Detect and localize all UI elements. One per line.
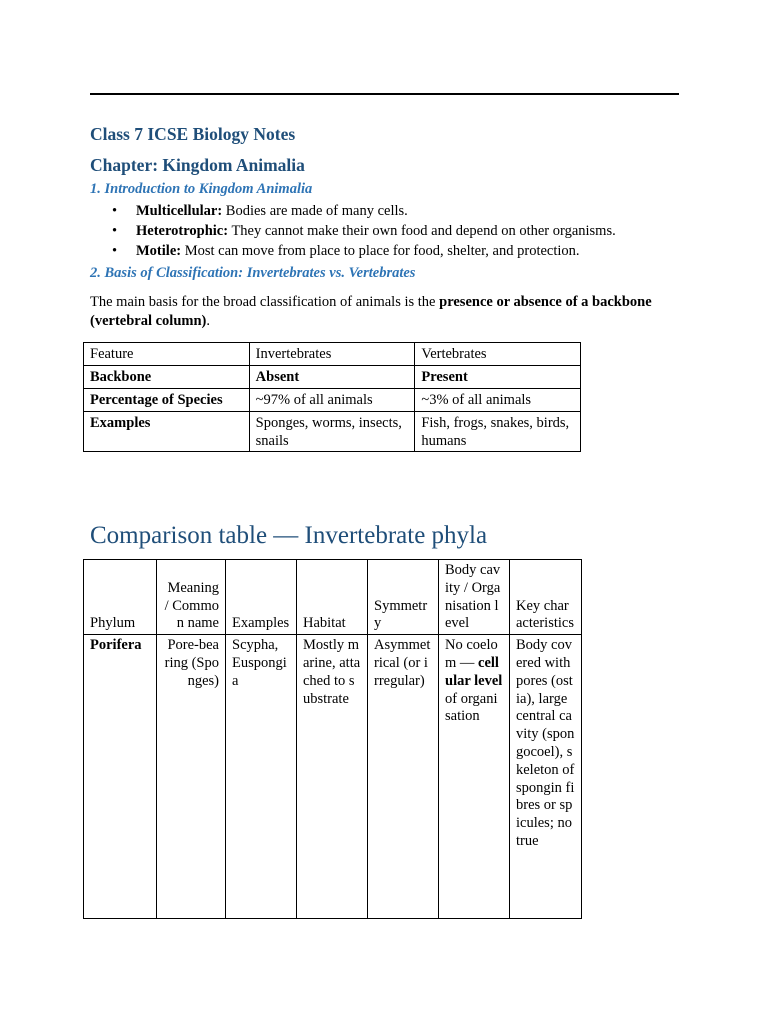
table-row [84,412,581,452]
table-cell [84,366,250,389]
section-2-heading: 2. Basis of Classification: Invertebrates vs. Vertebrates [90,265,416,281]
cavity-bold: cellular level [445,654,503,689]
para-bold: presence or absence of a backbone (vertebral column) [90,294,652,329]
bullet-text: Most can move from place to place for food, shelter, and protection. [181,243,580,259]
table-cell [84,412,250,452]
table-header-cell: Meaning / Common name [157,560,226,635]
table-cell-text: Absent [255,369,300,385]
invertebrate-vertebrate-table [83,342,581,452]
table-cell [439,635,510,919]
table-cell-text: Percentage of Species [90,392,223,408]
table-header-cell: Body cavity / Organisation level [439,560,510,635]
table-header-cell: Phylum [84,560,157,635]
table-cell: Asymmetrical (or irregular) [368,635,439,919]
table-header-cell: Invertebrates [249,343,415,366]
table-cell [84,389,250,412]
table-header-cell: Key characteristics [510,560,582,635]
table-row [84,389,581,412]
list-item [90,221,616,241]
bullet-icon: • [112,243,118,259]
table-row [84,366,581,389]
table-header-cell: Examples [226,560,297,635]
para-text: The main basis for the broad classification of animals is the [90,294,440,310]
table-cell: Mostly marine, attached to substrate [297,635,368,919]
table-cell: ~3% of all animals [415,389,581,412]
bullet-text: Bodies are made of many cells. [222,203,408,219]
invertebrate-phyla-table [83,559,582,919]
table-cell [415,366,581,389]
table-cell: Sponges, worms, insects, snails [249,412,415,452]
bullet-term: Motile: [136,243,182,259]
table-cell-text: Backbone [90,369,152,385]
bullet-term: Heterotrophic: [136,223,229,239]
cavity-text: No coelom — [445,637,498,671]
table-row [84,635,582,919]
table-header-cell: Feature [84,343,250,366]
bullet-text: They cannot make their own food and depend on other organisms. [228,223,616,239]
table-header-cell: Vertebrates [415,343,581,366]
cavity-text-end: of organisation [445,690,498,725]
para-end: . [206,313,210,329]
table-cell-text: Present [421,369,468,385]
table-header-cell: Symmetry [368,560,439,635]
phylum-name: Porifera [90,637,142,654]
table-cell [249,366,415,389]
table-cell-text: Examples [90,415,151,431]
bullet-term: Multicellular: [136,203,223,219]
chapter-title: Chapter: Kingdom Animalia [90,155,305,175]
table-cell: Fish, frogs, snakes, birds, humans [415,412,581,452]
list-item [90,241,616,261]
comparison-heading: Comparison table — Invertebrate phyla [90,522,488,549]
characteristics-list [90,201,616,261]
bullet-icon: • [112,223,118,239]
table-cell: Scypha, Euspongia [226,635,297,919]
table-cell [84,635,157,919]
table-header-cell: Habitat [297,560,368,635]
classification-paragraph [90,293,680,331]
table-cell: Body covered with pores (ostia), large central cavity (spongocoel), skeleton of spongin fibres or spicules; no true [510,635,582,919]
class-title: Class 7 ICSE Biology Notes [90,124,296,144]
table-header-row [84,560,582,635]
table-cell: ~97% of all animals [249,389,415,412]
top-rule [90,93,679,95]
section-1-heading: 1. Introduction to Kingdom Animalia [90,181,313,197]
table-header-row [84,343,581,366]
table-cell: Pore-bearing (Sponges) [157,635,226,919]
bullet-icon: • [112,203,118,219]
list-item [90,201,616,221]
